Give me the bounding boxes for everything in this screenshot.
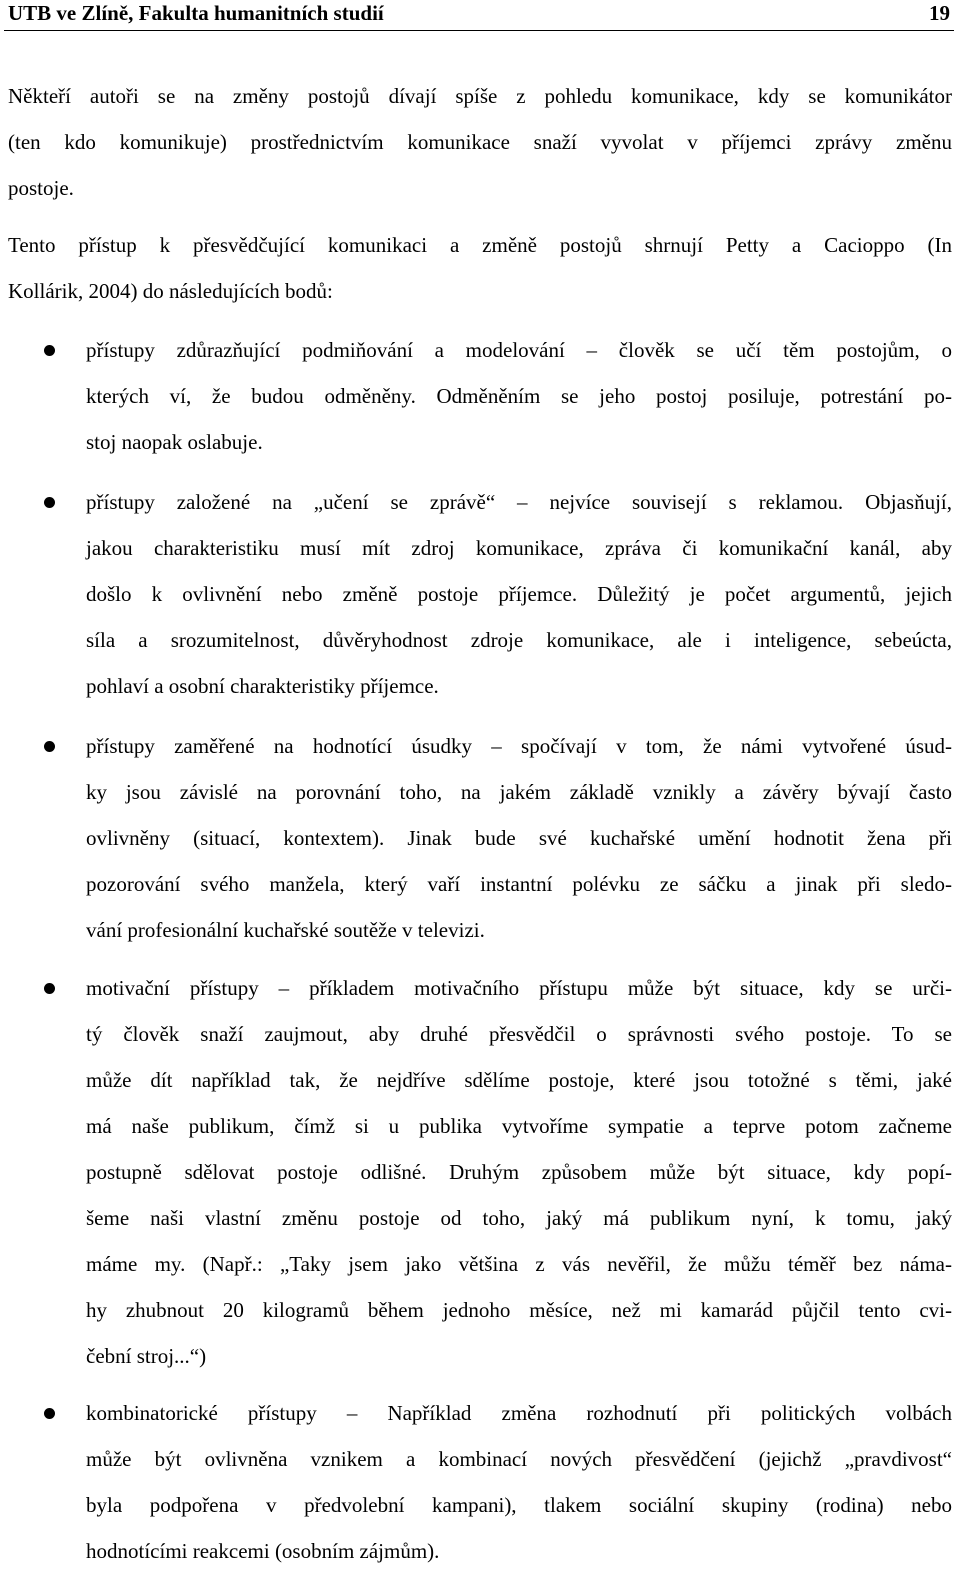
header-title: UTB ve Zlíně, Fakulta humanitních studií bbox=[8, 1, 384, 25]
list-item bbox=[0, 327, 952, 465]
page-header bbox=[4, 0, 954, 31]
list-item-line: přístupy zaměřené na hodnotící úsudky – spočívají v tom, že námi vytvořené úsud- bbox=[86, 734, 952, 758]
paragraph-line: Tento přístup k přesvědčující komunikaci a změně postojů shrnují Petty a Cacioppo (In bbox=[8, 233, 952, 257]
list-item-line: stoj naopak oslabuje. bbox=[86, 430, 263, 454]
paragraph-intro bbox=[8, 73, 952, 211]
paragraph-line: Někteří autoři se na změny postojů dívají spíše z pohledu komunikace, kdy se komunikátor bbox=[8, 84, 952, 108]
list-item-line: ky jsou závislé na porovnání toho, na jakém základě vznikly a závěry bývají často bbox=[86, 780, 952, 804]
paragraph-line: (ten kdo komunikuje) prostřednictvím komunikace snaží vyvolat v příjemci zprávy změnu bbox=[8, 130, 952, 154]
list-item-line: vání profesionální kuchařské soutěže v televizi. bbox=[86, 918, 485, 942]
list-item bbox=[0, 479, 952, 709]
list-item-line: hy zhubnout 20 kilogramů během jednoho měsíce, než mi kamarád půjčil tento cvi- bbox=[86, 1298, 952, 1322]
list-item-line: postupně sdělovat postoje odlišné. Druhým způsobem může být situace, kdy popí- bbox=[86, 1160, 952, 1184]
list-item bbox=[0, 965, 952, 1379]
list-item bbox=[0, 723, 952, 953]
list-item-text bbox=[86, 327, 952, 465]
list-item-line: šeme naši vlastní změnu postoje od toho, jaký má publikum nyní, k tomu, jaký bbox=[86, 1206, 952, 1230]
bullet-icon bbox=[44, 983, 55, 994]
list-item-line: přístupy zdůrazňující podmiňování a modelování – člověk se učí těm postojům, o bbox=[86, 338, 952, 362]
list-item-line: pozorování svého manžela, který vaří instantní polévku ze sáčku a jinak při sledo- bbox=[86, 872, 952, 896]
list-item-line: ovlivněny (situací, kontextem). Jinak bude své kuchařské umění hodnotit žena při bbox=[86, 826, 952, 850]
list-item-text bbox=[86, 723, 952, 953]
list-item-line: může být ovlivněna vznikem a kombinací nových přesvědčení (jejichž „pravdivost“ bbox=[86, 1447, 952, 1471]
paragraph-approach bbox=[8, 222, 952, 314]
list-item-line: hodnotícími reakcemi (osobním zájmům). bbox=[86, 1539, 440, 1563]
list-item-text bbox=[86, 965, 952, 1379]
list-item-line: kterých ví, že budou odměněny. Odměněním se jeho postoj posiluje, potrestání po- bbox=[86, 384, 952, 408]
list-item bbox=[0, 1390, 952, 1574]
list-item-line: čební stroj...“) bbox=[86, 1344, 207, 1368]
list-item-line: jakou charakteristiku musí mít zdroj komunikace, zpráva či komunikační kanál, aby bbox=[86, 536, 952, 560]
list-item-line: přístupy založené na „učení se zprávě“ – nejvíce souvisejí s reklamou. Objasňují, bbox=[86, 490, 952, 514]
list-item-text bbox=[86, 1390, 952, 1574]
list-item-text bbox=[86, 479, 952, 709]
bullet-icon bbox=[44, 741, 55, 752]
paragraph-line: postoje. bbox=[8, 176, 74, 200]
list-item-line: kombinatorické přístupy – Například změna rozhodnutí při politických volbách bbox=[86, 1401, 952, 1425]
list-item-line: síla a srozumitelnost, důvěryhodnost zdroje komunikace, ale i inteligence, sebeúcta, bbox=[86, 628, 952, 652]
bullet-icon bbox=[44, 1408, 55, 1419]
bullet-icon bbox=[44, 497, 55, 508]
list-item-line: máme my. (Např.: „Taky jsem jako většina z vás nevěřil, že můžu téměř bez náma- bbox=[86, 1252, 952, 1276]
list-item-line: byla podpořena v předvolební kampani), tlakem sociální skupiny (rodina) nebo bbox=[86, 1493, 952, 1517]
list-item-line: pohlaví a osobní charakteristiky příjemce. bbox=[86, 674, 439, 698]
list-item-line: motivační přístupy – příkladem motivačního přístupu může být situace, kdy se urči- bbox=[86, 976, 952, 1000]
list-item-line: došlo k ovlivnění nebo změně postoje příjemce. Důležitý je počet argumentů, jejich bbox=[86, 582, 952, 606]
list-item-line: může dít například tak, že nejdříve sdělíme postoje, které jsou totožné s těmi, jaké bbox=[86, 1068, 952, 1092]
paragraph-line: Kollárik, 2004) do následujících bodů: bbox=[8, 279, 333, 303]
bullet-icon bbox=[44, 345, 55, 356]
page-number: 19 bbox=[929, 1, 950, 25]
list-item-line: má naše publikum, čímž si u publika vytvoříme sympatie a teprve potom začneme bbox=[86, 1114, 952, 1138]
list-item-line: tý člověk snaží zaujmout, aby druhé přesvědčil o správnosti svého postoje. To se bbox=[86, 1022, 952, 1046]
